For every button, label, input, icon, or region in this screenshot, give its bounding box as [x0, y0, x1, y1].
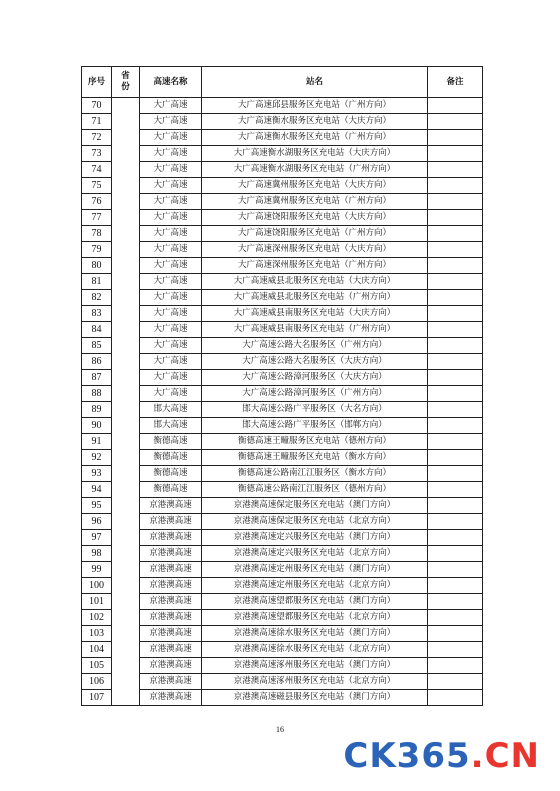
table-row — [82, 402, 483, 418]
remark-cell — [428, 450, 483, 466]
highway-name: 大广高速 — [140, 114, 202, 130]
station-name: 大广高速公路大名服务区（大庆方向） — [202, 354, 428, 370]
highway-name: 京港澳高速 — [140, 498, 202, 514]
row-number: 104 — [82, 642, 112, 658]
row-number: 71 — [82, 114, 112, 130]
station-name: 大广高速威县北服务区充电站（大庆方向） — [202, 274, 428, 290]
row-number: 86 — [82, 354, 112, 370]
highway-name: 大广高速 — [140, 338, 202, 354]
row-number: 96 — [82, 514, 112, 530]
row-number: 92 — [82, 450, 112, 466]
remark-cell — [428, 610, 483, 626]
highway-name: 大广高速 — [140, 98, 202, 114]
row-number: 77 — [82, 210, 112, 226]
station-name: 衡德高速王疃服务区充电站（德州方向） — [202, 434, 428, 450]
table-row — [82, 594, 483, 610]
remark-cell — [428, 274, 483, 290]
station-name: 京港澳高速保定服务区充电站（澳门方向） — [202, 498, 428, 514]
highway-name: 大广高速 — [140, 178, 202, 194]
station-name: 京港澳高速徐水服务区充电站（澳门方向） — [202, 626, 428, 642]
remark-cell — [428, 466, 483, 482]
header-no: 序号 — [82, 67, 112, 98]
highway-name: 衡德高速 — [140, 434, 202, 450]
remark-cell — [428, 338, 483, 354]
remark-cell — [428, 562, 483, 578]
table-row — [82, 690, 483, 706]
table-row — [82, 386, 483, 402]
remark-cell — [428, 290, 483, 306]
highway-name: 京港澳高速 — [140, 578, 202, 594]
table-row — [82, 210, 483, 226]
remark-cell — [428, 658, 483, 674]
station-name: 京港澳高速定州服务区充电站（澳门方向） — [202, 562, 428, 578]
header-province: 省份 — [112, 67, 140, 98]
table-row — [82, 162, 483, 178]
row-number: 75 — [82, 178, 112, 194]
row-number: 100 — [82, 578, 112, 594]
station-name: 大广高速饶阳服务区充电站（广州方向） — [202, 226, 428, 242]
row-number: 72 — [82, 130, 112, 146]
row-number: 106 — [82, 674, 112, 690]
table-row — [82, 482, 483, 498]
row-number: 88 — [82, 386, 112, 402]
highway-name: 大广高速 — [140, 354, 202, 370]
header-remark: 备注 — [428, 67, 483, 98]
table-row — [82, 290, 483, 306]
table-row — [82, 530, 483, 546]
remark-cell — [428, 226, 483, 242]
highway-name: 京港澳高速 — [140, 610, 202, 626]
remark-cell — [428, 482, 483, 498]
table-row — [82, 98, 483, 114]
table-row — [82, 354, 483, 370]
table-row — [82, 338, 483, 354]
remark-cell — [428, 386, 483, 402]
highway-name: 大广高速 — [140, 290, 202, 306]
station-name: 京港澳高速保定服务区充电站（北京方向） — [202, 514, 428, 530]
row-number: 82 — [82, 290, 112, 306]
table-row — [82, 370, 483, 386]
table-row — [82, 226, 483, 242]
table-row — [82, 674, 483, 690]
remark-cell — [428, 370, 483, 386]
highway-name: 大广高速 — [140, 194, 202, 210]
row-number: 80 — [82, 258, 112, 274]
station-name: 大广高速公路漳河服务区（大庆方向） — [202, 370, 428, 386]
row-number: 107 — [82, 690, 112, 706]
row-number: 99 — [82, 562, 112, 578]
table-row — [82, 274, 483, 290]
highway-name: 大广高速 — [140, 146, 202, 162]
highway-name: 京港澳高速 — [140, 562, 202, 578]
row-number: 93 — [82, 466, 112, 482]
highway-name: 大广高速 — [140, 258, 202, 274]
highway-name: 衡德高速 — [140, 482, 202, 498]
remark-cell — [428, 594, 483, 610]
highway-name: 京港澳高速 — [140, 514, 202, 530]
table-row — [82, 322, 483, 338]
highway-name: 大广高速 — [140, 274, 202, 290]
remark-cell — [428, 306, 483, 322]
table-row — [82, 114, 483, 130]
remark-cell — [428, 130, 483, 146]
remark-cell — [428, 162, 483, 178]
row-number: 101 — [82, 594, 112, 610]
remark-cell — [428, 434, 483, 450]
watermark-part2: CN — [484, 736, 540, 776]
row-number: 89 — [82, 402, 112, 418]
row-number: 91 — [82, 434, 112, 450]
row-number: 102 — [82, 610, 112, 626]
remark-cell — [428, 578, 483, 594]
highway-name: 京港澳高速 — [140, 690, 202, 706]
table-row — [82, 258, 483, 274]
table-row — [82, 130, 483, 146]
header-station: 站名 — [202, 67, 428, 98]
station-name: 大广高速威县北服务区充电站（广州方向） — [202, 290, 428, 306]
station-name: 京港澳高速定兴服务区充电站（澳门方向） — [202, 530, 428, 546]
remark-cell — [428, 418, 483, 434]
station-name: 京港澳高速定州服务区充电站（北京方向） — [202, 578, 428, 594]
row-number: 98 — [82, 546, 112, 562]
highway-name: 京港澳高速 — [140, 642, 202, 658]
remark-cell — [428, 146, 483, 162]
highway-name: 大广高速 — [140, 306, 202, 322]
table-row — [82, 562, 483, 578]
highway-name: 大广高速 — [140, 242, 202, 258]
highway-name: 大广高速 — [140, 370, 202, 386]
table-row — [82, 450, 483, 466]
highway-name: 衡德高速 — [140, 450, 202, 466]
highway-name: 大广高速 — [140, 162, 202, 178]
row-number: 74 — [82, 162, 112, 178]
row-number: 81 — [82, 274, 112, 290]
station-name: 邯大高速公路广平服务区（大名方向） — [202, 402, 428, 418]
table-row — [82, 466, 483, 482]
station-name: 大广高速公路大名服务区（广州方向） — [202, 338, 428, 354]
station-name: 邯大高速公路广平服务区（邯郸方向） — [202, 418, 428, 434]
remark-cell — [428, 626, 483, 642]
table-row — [82, 178, 483, 194]
station-name: 大广高速饶阳服务区充电站（大庆方向） — [202, 210, 428, 226]
table-row — [82, 146, 483, 162]
highway-name: 京港澳高速 — [140, 626, 202, 642]
table-row — [82, 514, 483, 530]
station-name: 衡德高速公路南江江服务区（德州方向） — [202, 482, 428, 498]
remark-cell — [428, 194, 483, 210]
charging-station-table — [81, 66, 483, 706]
remark-cell — [428, 178, 483, 194]
row-number: 103 — [82, 626, 112, 642]
remark-cell — [428, 546, 483, 562]
highway-name: 邯大高速 — [140, 418, 202, 434]
station-name: 京港澳高速磁县服务区充电站（澳门方向） — [202, 690, 428, 706]
station-name: 京港澳高速涿州服务区充电站（澳门方向） — [202, 658, 428, 674]
remark-cell — [428, 258, 483, 274]
station-name: 大广高速冀州服务区充电站（广州方向） — [202, 194, 428, 210]
remark-cell — [428, 514, 483, 530]
remark-cell — [428, 210, 483, 226]
table-row — [82, 642, 483, 658]
province-cell-merged — [112, 98, 140, 706]
station-name: 京港澳高速徐水服务区充电站（北京方向） — [202, 642, 428, 658]
station-name: 大广高速衡水服务区充电站（广州方向） — [202, 130, 428, 146]
remark-cell — [428, 322, 483, 338]
remark-cell — [428, 402, 483, 418]
table-header-row — [82, 67, 483, 98]
highway-name: 邯大高速 — [140, 402, 202, 418]
table-row — [82, 418, 483, 434]
highway-name: 衡德高速 — [140, 466, 202, 482]
remark-cell — [428, 690, 483, 706]
row-number: 73 — [82, 146, 112, 162]
watermark-dot: . — [470, 736, 485, 776]
station-name: 衡德高速公路南江江服务区（衡水方向） — [202, 466, 428, 482]
station-name: 大广高速威县南服务区充电站（广州方向） — [202, 322, 428, 338]
site-watermark-logo — [343, 736, 540, 776]
highway-name: 京港澳高速 — [140, 674, 202, 690]
row-number: 97 — [82, 530, 112, 546]
row-number: 76 — [82, 194, 112, 210]
header-highway: 高速名称 — [140, 67, 202, 98]
row-number: 83 — [82, 306, 112, 322]
row-number: 94 — [82, 482, 112, 498]
highway-name: 大广高速 — [140, 322, 202, 338]
remark-cell — [428, 242, 483, 258]
station-name: 大广高速邱县服务区充电站（广州方向） — [202, 98, 428, 114]
row-number: 105 — [82, 658, 112, 674]
row-number: 85 — [82, 338, 112, 354]
station-name: 大广高速衡水湖服务区充电站（大庆方向） — [202, 146, 428, 162]
remark-cell — [428, 642, 483, 658]
station-name: 衡德高速王疃服务区充电站（衡水方向） — [202, 450, 428, 466]
table-row — [82, 434, 483, 450]
row-number: 90 — [82, 418, 112, 434]
row-number: 79 — [82, 242, 112, 258]
row-number: 95 — [82, 498, 112, 514]
station-name: 大广高速公路漳河服务区（广州方向） — [202, 386, 428, 402]
table-row — [82, 658, 483, 674]
highway-name: 大广高速 — [140, 210, 202, 226]
table-row — [82, 194, 483, 210]
station-name: 大广高速深州服务区充电站（大庆方向） — [202, 242, 428, 258]
highway-name: 大广高速 — [140, 226, 202, 242]
table-row — [82, 242, 483, 258]
table-row — [82, 498, 483, 514]
station-name: 大广高速冀州服务区充电站（大庆方向） — [202, 178, 428, 194]
station-name: 京港澳高速望都服务区充电站（北京方向） — [202, 610, 428, 626]
remark-cell — [428, 114, 483, 130]
table-row — [82, 610, 483, 626]
remark-cell — [428, 674, 483, 690]
highway-name: 京港澳高速 — [140, 546, 202, 562]
table-row — [82, 546, 483, 562]
station-name: 京港澳高速定兴服务区充电站（北京方向） — [202, 546, 428, 562]
station-name: 京港澳高速望都服务区充电站（澳门方向） — [202, 594, 428, 610]
highway-name: 大广高速 — [140, 386, 202, 402]
station-name: 大广高速深州服务区充电站（广州方向） — [202, 258, 428, 274]
station-name: 大广高速衡水服务区充电站（大庆方向） — [202, 114, 428, 130]
station-name: 大广高速威县南服务区充电站（大庆方向） — [202, 306, 428, 322]
table-row — [82, 306, 483, 322]
remark-cell — [428, 530, 483, 546]
row-number: 70 — [82, 98, 112, 114]
table-row — [82, 578, 483, 594]
page-number: 16 — [276, 725, 284, 734]
highway-name: 京港澳高速 — [140, 658, 202, 674]
remark-cell — [428, 498, 483, 514]
station-name: 大广高速衡水湖服务区充电站（广州方向） — [202, 162, 428, 178]
watermark-part1: CK365 — [343, 736, 471, 776]
remark-cell — [428, 354, 483, 370]
highway-name: 京港澳高速 — [140, 530, 202, 546]
row-number: 78 — [82, 226, 112, 242]
highway-name: 京港澳高速 — [140, 594, 202, 610]
station-name: 京港澳高速涿州服务区充电站（北京方向） — [202, 674, 428, 690]
row-number: 87 — [82, 370, 112, 386]
table-row — [82, 626, 483, 642]
highway-name: 大广高速 — [140, 130, 202, 146]
row-number: 84 — [82, 322, 112, 338]
remark-cell — [428, 98, 483, 114]
